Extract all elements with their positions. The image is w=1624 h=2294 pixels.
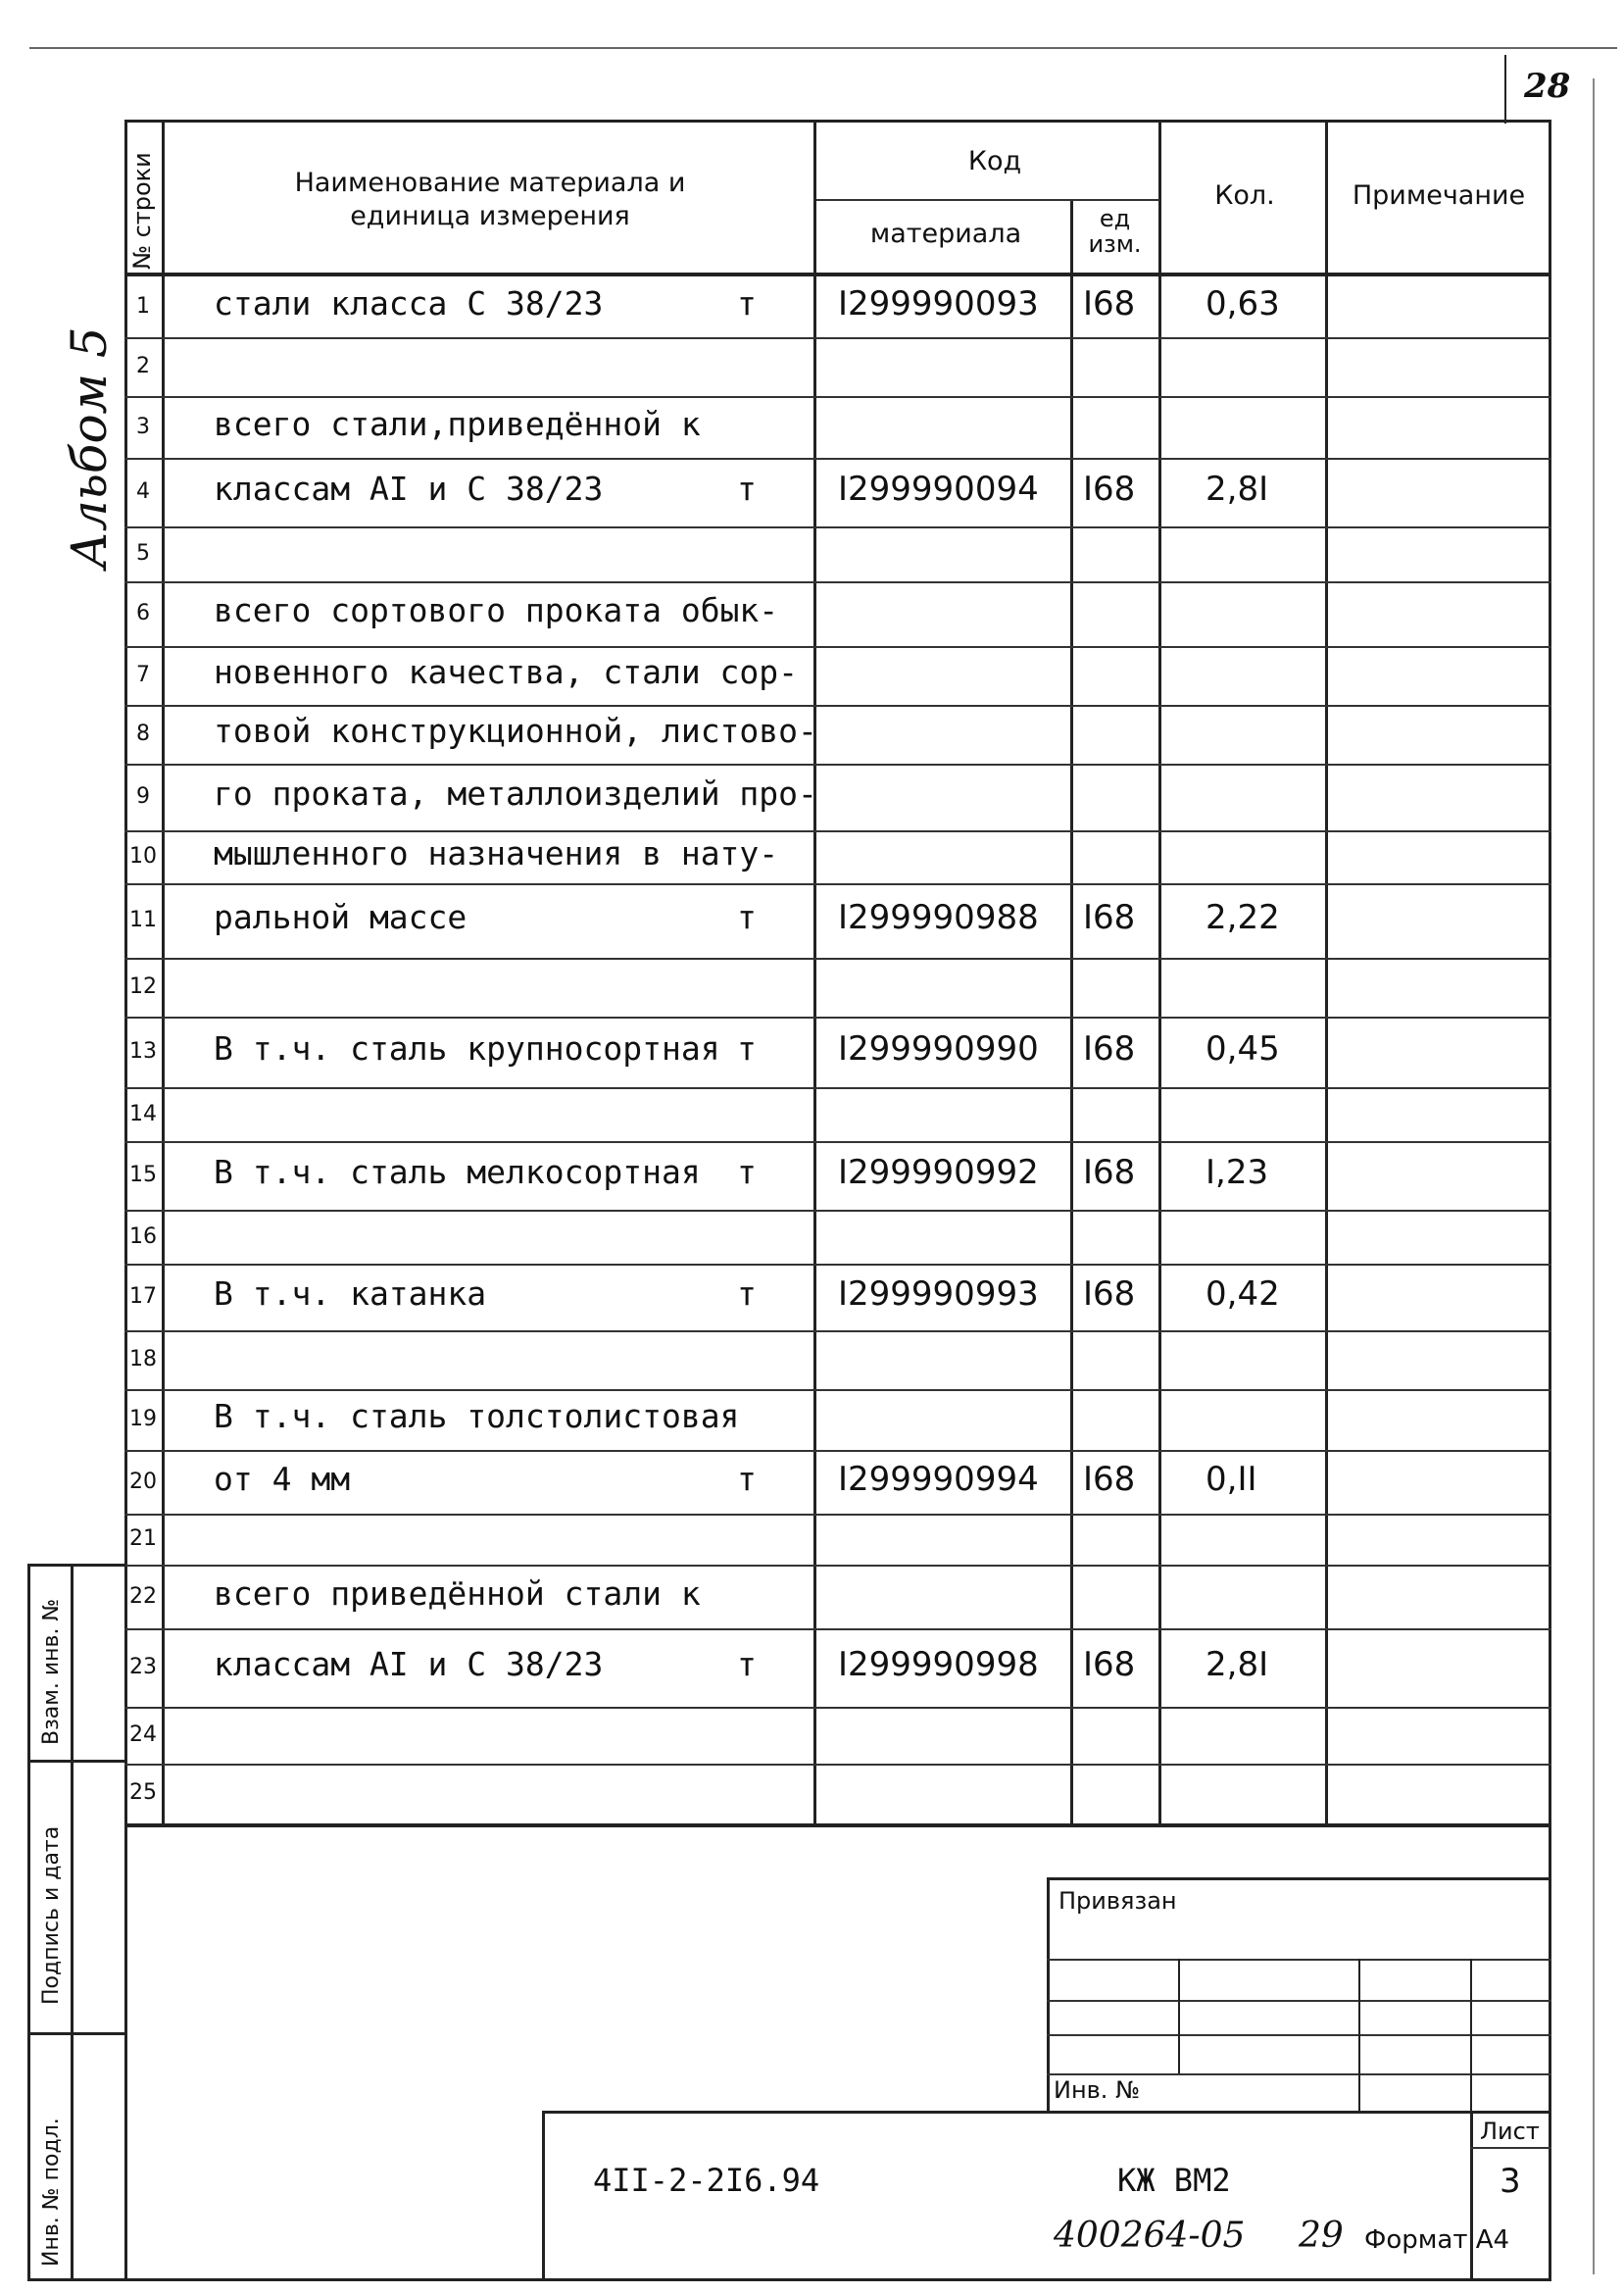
row-unit-letter: т bbox=[737, 1274, 757, 1313]
row-divider bbox=[124, 1017, 1551, 1019]
header-name: Наименование материала и единица измерения bbox=[294, 168, 686, 231]
side-strip-line bbox=[27, 1564, 30, 2281]
row-ed: I68 bbox=[1083, 898, 1136, 937]
row-name: товой конструкционной, листово- bbox=[214, 712, 817, 750]
row-number: 21 bbox=[129, 1526, 157, 1551]
row-unit-letter: т bbox=[737, 1153, 757, 1191]
row-number: 9 bbox=[136, 784, 150, 809]
side-strip-line bbox=[27, 1564, 125, 1567]
row-divider bbox=[124, 1087, 1551, 1089]
row-divider bbox=[124, 396, 1551, 398]
row-number: 19 bbox=[129, 1407, 157, 1431]
row-divider bbox=[124, 646, 1551, 648]
row-name: всего стали,приведённой к bbox=[214, 404, 701, 443]
row-qty: 2,8I bbox=[1206, 1645, 1269, 1684]
doc-mark: КЖ ВМ2 bbox=[1117, 2162, 1231, 2199]
handwritten-sheet: 29 bbox=[1299, 2216, 1344, 2256]
row-number: 16 bbox=[129, 1223, 157, 1249]
row-unit-letter: т bbox=[737, 1459, 757, 1498]
row-code: I299990992 bbox=[838, 1153, 1039, 1192]
row-divider bbox=[124, 830, 1551, 832]
row-qty: 0,63 bbox=[1206, 283, 1280, 324]
row-divider bbox=[124, 958, 1551, 960]
row-divider bbox=[124, 883, 1551, 885]
row-ed: I68 bbox=[1083, 283, 1136, 324]
row-unit-letter: т bbox=[737, 898, 757, 936]
row-divider bbox=[124, 1330, 1551, 1332]
row-divider bbox=[124, 1141, 1551, 1143]
row-ed: I68 bbox=[1083, 1029, 1136, 1069]
row-number: 8 bbox=[136, 722, 150, 746]
row-ed: I68 bbox=[1083, 1645, 1136, 1684]
row-divider bbox=[124, 1628, 1551, 1630]
row-name: всего приведённой стали к bbox=[214, 1573, 701, 1613]
top-edge-line bbox=[29, 47, 1617, 49]
list-label: Лист bbox=[1480, 2118, 1540, 2145]
row-qty: 0,45 bbox=[1206, 1029, 1280, 1069]
row-divider bbox=[124, 1450, 1551, 1452]
row-number: 2 bbox=[136, 354, 150, 378]
row-number: 4 bbox=[136, 479, 150, 504]
row-divider bbox=[124, 1565, 1551, 1567]
row-number: 3 bbox=[136, 414, 150, 439]
row-code: I299990988 bbox=[838, 898, 1039, 937]
row-unit-letter: т bbox=[737, 470, 757, 508]
row-name: от 4 мм bbox=[214, 1459, 351, 1498]
row-number: 1 bbox=[136, 293, 150, 319]
row-qty: 2,8I bbox=[1206, 470, 1269, 509]
header-unit: ед изм. bbox=[1088, 205, 1142, 258]
row-name: стали класса С 38/23 bbox=[214, 283, 604, 323]
row-name: В т.ч. сталь мелкосортная bbox=[214, 1153, 701, 1191]
header-material: материала bbox=[869, 219, 1022, 249]
row-number: 6 bbox=[136, 601, 150, 625]
handwritten-inventory: 400264-05 bbox=[1054, 2216, 1246, 2256]
row-code: I299990993 bbox=[838, 1274, 1039, 1314]
row-number: 14 bbox=[129, 1101, 157, 1126]
row-name: В т.ч. сталь крупносортная bbox=[214, 1029, 720, 1068]
row-unit-letter: т bbox=[737, 1029, 757, 1068]
row-ed: I68 bbox=[1083, 470, 1136, 509]
row-name: В т.ч. сталь толстолистовая bbox=[214, 1397, 740, 1435]
row-name: классам АI и С 38/23 bbox=[214, 470, 604, 508]
row-divider bbox=[124, 1264, 1551, 1266]
side-label-inv-podl: Инв. № подл. bbox=[39, 2118, 64, 2267]
row-number: 12 bbox=[129, 974, 157, 999]
row-ed: I68 bbox=[1083, 1153, 1136, 1192]
row-number: 22 bbox=[129, 1583, 157, 1609]
row-qty: 2,22 bbox=[1206, 898, 1280, 937]
row-code: I299990994 bbox=[838, 1459, 1039, 1499]
row-qty: I,23 bbox=[1206, 1153, 1269, 1192]
list-number: 3 bbox=[1500, 2162, 1521, 2201]
row-divider bbox=[124, 458, 1551, 460]
row-divider bbox=[124, 337, 1551, 339]
row-name: мышленного назначения в нату- bbox=[214, 834, 779, 873]
row-divider bbox=[124, 1764, 1551, 1766]
row-number: 11 bbox=[129, 908, 157, 932]
row-name: классам АI и С 38/23 bbox=[214, 1645, 604, 1683]
privyazan-label: Привязан bbox=[1058, 1887, 1177, 1915]
row-code: I299990094 bbox=[838, 470, 1039, 509]
row-number: 18 bbox=[129, 1347, 157, 1371]
row-divider bbox=[124, 1210, 1551, 1212]
row-qty: 0,42 bbox=[1206, 1274, 1280, 1314]
row-number: 10 bbox=[129, 844, 157, 869]
header-qty: Кол. bbox=[1214, 180, 1275, 211]
row-ed: I68 bbox=[1083, 1274, 1136, 1314]
right-edge-line bbox=[1593, 78, 1595, 2274]
row-name: ральной массе bbox=[214, 898, 468, 936]
header-row-no: № строки bbox=[128, 152, 156, 270]
format-label: Формат А4 bbox=[1364, 2225, 1510, 2255]
side-strip-line bbox=[27, 1760, 125, 1763]
row-divider bbox=[124, 1514, 1551, 1516]
row-number: 15 bbox=[129, 1163, 157, 1187]
doc-code: 4II-2-2I6.94 bbox=[593, 2162, 820, 2199]
inv-no-label: Инв. № bbox=[1054, 2076, 1141, 2104]
page-number: 28 bbox=[1524, 67, 1571, 106]
row-divider bbox=[124, 1707, 1551, 1709]
side-label-podpis: Подпись и дата bbox=[39, 1825, 64, 2005]
row-divider bbox=[124, 581, 1551, 583]
side-strip-line bbox=[27, 2278, 125, 2281]
row-qty: 0,II bbox=[1206, 1459, 1257, 1499]
row-code: I299990093 bbox=[838, 283, 1039, 324]
row-code: I299990990 bbox=[838, 1029, 1039, 1069]
row-number: 17 bbox=[129, 1284, 157, 1309]
row-divider bbox=[124, 526, 1551, 528]
header-code: Код bbox=[967, 146, 1022, 176]
row-divider bbox=[124, 764, 1551, 766]
row-ed: I68 bbox=[1083, 1459, 1136, 1499]
row-divider bbox=[124, 1389, 1551, 1391]
side-strip-line bbox=[27, 2032, 125, 2035]
side-label-vzam: Взам. инв. № bbox=[39, 1598, 64, 1745]
row-name: го проката, металлоизделий про- bbox=[214, 774, 817, 813]
row-code: I299990998 bbox=[838, 1645, 1039, 1684]
row-number: 24 bbox=[129, 1722, 157, 1747]
row-number: 5 bbox=[136, 541, 150, 566]
row-name: новенного качества, стали сор- bbox=[214, 653, 799, 691]
row-unit-letter: т bbox=[737, 283, 757, 323]
side-strip-line bbox=[71, 1564, 74, 2281]
row-number: 25 bbox=[129, 1780, 157, 1805]
row-number: 7 bbox=[136, 663, 150, 687]
row-unit-letter: т bbox=[737, 1645, 757, 1683]
row-number: 23 bbox=[129, 1655, 157, 1679]
page-number-divider bbox=[1504, 55, 1506, 124]
row-number: 20 bbox=[129, 1469, 157, 1494]
row-name: В т.ч. катанка bbox=[214, 1274, 487, 1313]
album-label: Альбом 5 bbox=[61, 326, 118, 569]
row-number: 13 bbox=[129, 1039, 157, 1064]
row-name: всего сортового проката обык- bbox=[214, 591, 779, 629]
row-divider bbox=[124, 705, 1551, 707]
header-note: Примечание bbox=[1352, 180, 1526, 211]
